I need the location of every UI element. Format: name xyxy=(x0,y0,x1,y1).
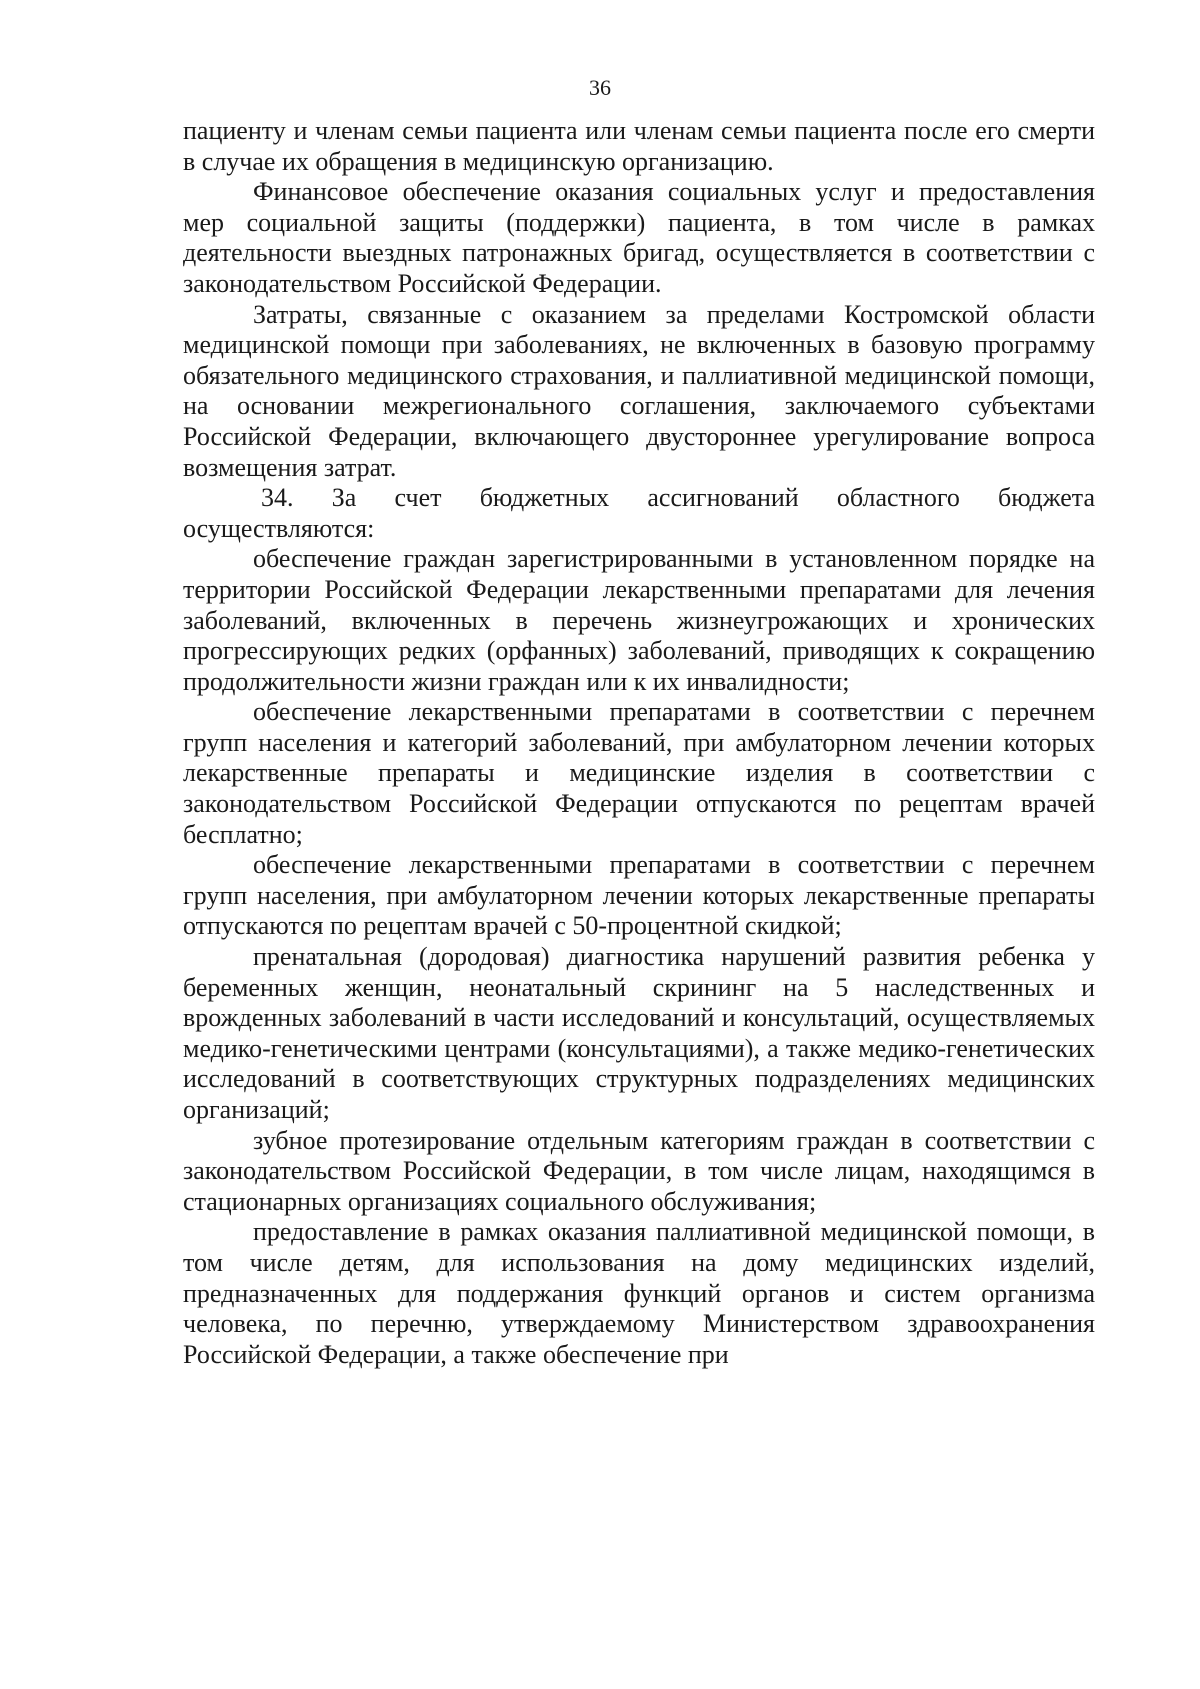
paragraph-continuation: пациенту и членам семьи пациента или членам семьи пациента после его смерти в случае их обращения в медицинскую организацию. xyxy=(183,116,1095,176)
paragraph-dental-prosthetics: зубное протезирование отдельным категориям граждан в соответствии с законодательством Российской Федерации, в том числе лицам, находящимся в стационарных организациях социального обслуживания; xyxy=(183,1125,1095,1216)
paragraph-free-drugs: обеспечение лекарственными препаратами в соответствии с перечнем групп населения и категорий заболеваний, при амбулаторном лечении которых лекарственные препараты и медицинские изделия в соответствии с законодательством Российской Федерации отпускаются по рецептам врачей бесплатно; xyxy=(183,697,1095,849)
paragraph-palliative-devices: предоставление в рамках оказания паллиативной медицинской помощи, в том числе детям, для использования на дому медицинских изделий, предназначенных для поддержания функций органов и систем организма человека, по перечню, утверждаемому Министерством здравоохранения Российской Федерации, а также обеспечение при xyxy=(183,1217,1095,1369)
page-number: 36 xyxy=(589,75,611,100)
paragraph-financing-social-services: Финансовое обеспечение оказания социальных услуг и предоставления мер социальной защиты (поддержки) пациента, в том числе в рамках деятельности выездных патронажных бригад, осуществляется в соответствии с законодательством Российской Федерации. xyxy=(183,177,1095,298)
document-body xyxy=(183,116,1095,1370)
paragraph-costs-outside-region: Затраты, связанные с оказанием за пределами Костромской области медицинской помощи при заболеваниях, не включенных в базовую программу обязательного медицинского страхования, и паллиативной медицинской помощи, на основании межрегионального соглашения, заключаемого субъектами Российской Федерации, включающего двустороннее урегулирование вопроса возмещения затрат. xyxy=(183,299,1095,482)
paragraph-discount-drugs: обеспечение лекарственными препаратами в соответствии с перечнем групп населения, при амбулаторном лечении которых лекарственные препараты отпускаются по рецептам врачей с 50-процентной скидкой; xyxy=(183,850,1095,941)
paragraph-item-34: 34. За счет бюджетных ассигнований областного бюджета осуществляются: xyxy=(183,483,1095,543)
paragraph-prenatal-diagnostics: пренатальная (дородовая) диагностика нарушений развития ребенка у беременных женщин, неонатальный скрининг на 5 наследственных и врожденных заболеваний в части исследований и консультаций, осуществляемых медико-генетическими центрами (консультациями), а также медико-генетических исследований в соответствующих структурных подразделениях медицинских организаций; xyxy=(183,942,1095,1124)
paragraph-orphan-diseases: обеспечение граждан зарегистрированными в установленном порядке на территории Российской Федерации лекарственными препаратами для лечения заболеваний, включенных в перечень жизнеугрожающих и хронических прогрессирующих редких (орфанных) заболеваний, приводящих к сокращению продолжительности жизни граждан или к их инвалидности; xyxy=(183,544,1095,696)
